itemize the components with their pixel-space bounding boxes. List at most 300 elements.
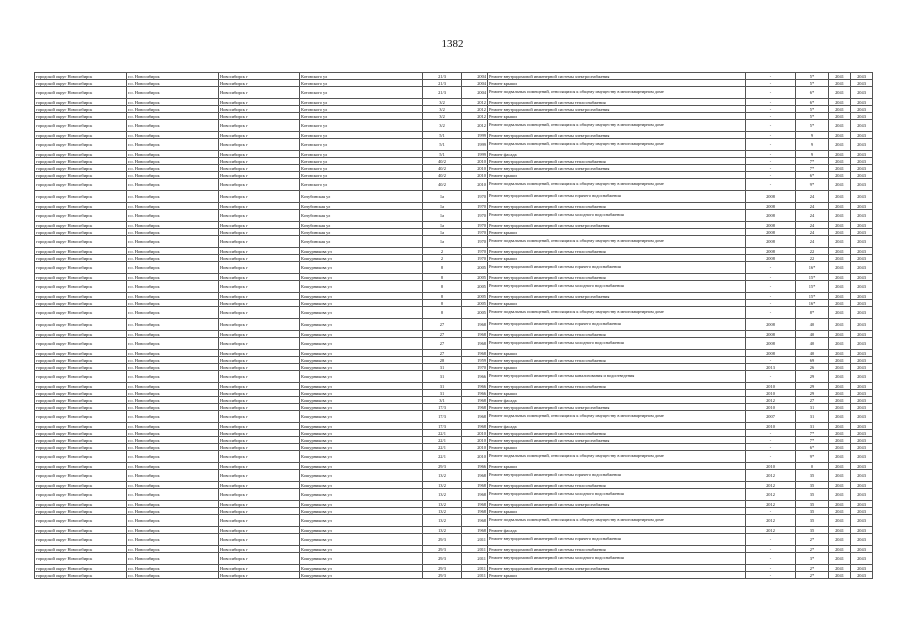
- cell-settlement: г.о. Новосибирск: [127, 430, 219, 437]
- cell-build-year: 1966: [462, 463, 488, 470]
- cell-street: Кочубинская ул: [300, 191, 423, 203]
- cell-municipality: городской округ Новосибирск: [35, 120, 127, 132]
- cell-work-type: Ремонт внутридомовой инженерной системы теплоснабжения: [488, 274, 746, 281]
- cell-street: Котовского ул: [300, 158, 423, 165]
- cell-plan-start-year: 2041: [829, 307, 851, 319]
- cell-house-number: 40/2: [423, 179, 462, 191]
- cell-wear-percent: 5*: [796, 80, 829, 87]
- cell-build-year: 1968: [462, 489, 488, 501]
- cell-municipality: городской округ Новосибирск: [35, 262, 127, 274]
- cell-house-number: 27: [423, 319, 462, 331]
- cell-city: Новосибирск г: [219, 262, 300, 274]
- cell-build-year: 2010: [462, 172, 488, 179]
- cell-work-type: Ремонт внутридомовой инженерной системы электроснабжения: [488, 73, 746, 80]
- cell-build-year: 1966: [462, 371, 488, 383]
- cell-last-repair-year: -: [746, 87, 796, 99]
- cell-house-number: 1а: [423, 210, 462, 222]
- cell-municipality: городской округ Новосибирск: [35, 390, 127, 397]
- cell-city: Новосибирск г: [219, 411, 300, 423]
- cell-house-number: 3/2: [423, 120, 462, 132]
- cell-wear-percent: 2*: [796, 534, 829, 546]
- cell-plan-start-year: 2041: [829, 139, 851, 151]
- cell-wear-percent: 16*: [796, 300, 829, 307]
- cell-last-repair-year: 2008: [746, 338, 796, 350]
- cell-wear-percent: 29: [796, 390, 829, 397]
- cell-city: Новосибирск г: [219, 191, 300, 203]
- cell-work-type: Ремонт внутридомовой инженерной системы электроснабжения: [488, 404, 746, 411]
- cell-build-year: 2010: [462, 444, 488, 451]
- table-row: [35, 534, 873, 546]
- cell-last-repair-year: -: [746, 172, 796, 179]
- cell-build-year: 2004: [462, 73, 488, 80]
- cell-build-year: 2012: [462, 113, 488, 120]
- cell-plan-end-year: 2043: [851, 430, 873, 437]
- cell-municipality: городской округ Новосибирск: [35, 113, 127, 120]
- cell-plan-start-year: 2041: [829, 383, 851, 390]
- cell-last-repair-year: 2008: [746, 229, 796, 236]
- cell-build-year: 1968: [462, 482, 488, 489]
- cell-work-type: Ремонт фасада: [488, 423, 746, 430]
- cell-build-year: 2011: [462, 534, 488, 546]
- cell-last-repair-year: -: [746, 158, 796, 165]
- cell-plan-start-year: 2041: [829, 319, 851, 331]
- cell-build-year: 2012: [462, 120, 488, 132]
- cell-plan-start-year: 2041: [829, 534, 851, 546]
- cell-plan-start-year: 2041: [829, 172, 851, 179]
- cell-municipality: городской округ Новосибирск: [35, 132, 127, 139]
- table-row: [35, 357, 873, 364]
- cell-street: Котовского ул: [300, 165, 423, 172]
- cell-house-number: 3/2: [423, 106, 462, 113]
- cell-plan-start-year: 2041: [829, 165, 851, 172]
- cell-house-number: 8: [423, 293, 462, 300]
- cell-build-year: 1968: [462, 501, 488, 508]
- cell-municipality: городской округ Новосибирск: [35, 515, 127, 527]
- cell-build-year: 1970: [462, 191, 488, 203]
- cell-last-repair-year: -: [746, 262, 796, 274]
- cell-house-number: 40/2: [423, 172, 462, 179]
- cell-work-type: Ремонт внутридомовой инженерной системы электроснабжения: [488, 437, 746, 444]
- cell-settlement: г.о. Новосибирск: [127, 179, 219, 191]
- cell-plan-end-year: 2043: [851, 210, 873, 222]
- table-row: [35, 501, 873, 508]
- table-row: [35, 120, 873, 132]
- cell-city: Новосибирск г: [219, 203, 300, 210]
- cell-build-year: 2005: [462, 307, 488, 319]
- cell-work-type: Ремонт крыши: [488, 172, 746, 179]
- cell-work-type: Ремонт внутридомовой инженерной системы теплоснабжения: [488, 546, 746, 553]
- cell-house-number: 29/3: [423, 565, 462, 572]
- cell-plan-start-year: 2041: [829, 229, 851, 236]
- cell-street: Кошурникова ул: [300, 390, 423, 397]
- cell-wear-percent: 22: [796, 248, 829, 255]
- cell-house-number: 1а: [423, 222, 462, 229]
- cell-municipality: городской округ Новосибирск: [35, 451, 127, 463]
- cell-city: Новосибирск г: [219, 546, 300, 553]
- cell-work-type: Ремонт внутридомовой инженерной системы холодного водоснабжения: [488, 489, 746, 501]
- cell-city: Новосибирск г: [219, 482, 300, 489]
- cell-city: Новосибирск г: [219, 307, 300, 319]
- cell-work-type: Ремонт внутридомовой инженерной системы электроснабжения: [488, 165, 746, 172]
- cell-build-year: 1968: [462, 397, 488, 404]
- cell-settlement: г.о. Новосибирск: [127, 411, 219, 423]
- cell-city: Новосибирск г: [219, 331, 300, 338]
- cell-street: Кошурникова ул: [300, 307, 423, 319]
- cell-work-type: Ремонт внутридомовой инженерной системы теплоснабжения: [488, 430, 746, 437]
- cell-municipality: городской округ Новосибирск: [35, 338, 127, 350]
- table-row: [35, 489, 873, 501]
- cell-plan-end-year: 2043: [851, 451, 873, 463]
- cell-municipality: городской округ Новосибирск: [35, 534, 127, 546]
- cell-city: Новосибирск г: [219, 508, 300, 515]
- cell-city: Новосибирск г: [219, 565, 300, 572]
- cell-house-number: 3/2: [423, 99, 462, 106]
- cell-plan-start-year: 2041: [829, 80, 851, 87]
- cell-plan-end-year: 2043: [851, 338, 873, 350]
- cell-build-year: 1999: [462, 132, 488, 139]
- table-row: [35, 99, 873, 106]
- cell-last-repair-year: -: [746, 300, 796, 307]
- cell-house-number: 13/2: [423, 470, 462, 482]
- cell-street: Кошурникова ул: [300, 357, 423, 364]
- cell-build-year: 1968: [462, 350, 488, 357]
- table-row: [35, 113, 873, 120]
- table-row: [35, 222, 873, 229]
- cell-settlement: г.о. Новосибирск: [127, 210, 219, 222]
- cell-work-type: Ремонт внутридомовой инженерной системы теплоснабжения: [488, 203, 746, 210]
- cell-wear-percent: 29: [796, 371, 829, 383]
- cell-last-repair-year: -: [746, 293, 796, 300]
- cell-street: Кошурникова ул: [300, 553, 423, 565]
- table-row: [35, 364, 873, 371]
- cell-last-repair-year: -: [746, 113, 796, 120]
- cell-plan-end-year: 2043: [851, 508, 873, 515]
- cell-last-repair-year: 2008: [746, 203, 796, 210]
- cell-wear-percent: 0: [796, 463, 829, 470]
- cell-city: Новосибирск г: [219, 300, 300, 307]
- cell-street: Котовского ул: [300, 151, 423, 158]
- cell-plan-end-year: 2043: [851, 274, 873, 281]
- cell-last-repair-year: -: [746, 553, 796, 565]
- cell-build-year: 2005: [462, 262, 488, 274]
- cell-plan-start-year: 2041: [829, 191, 851, 203]
- table-row: [35, 151, 873, 158]
- cell-street: Кошурникова ул: [300, 397, 423, 404]
- cell-municipality: городской округ Новосибирск: [35, 73, 127, 80]
- cell-plan-end-year: 2043: [851, 229, 873, 236]
- cell-build-year: 1970: [462, 236, 488, 248]
- cell-build-year: 2012: [462, 99, 488, 106]
- cell-build-year: 2005: [462, 281, 488, 293]
- cell-street: Котовского ул: [300, 139, 423, 151]
- cell-plan-end-year: 2043: [851, 106, 873, 113]
- cell-work-type: Ремонт подвальных помещений, относящихся к общему имуществу в многоквартирном доме: [488, 411, 746, 423]
- cell-street: Кошурникова ул: [300, 350, 423, 357]
- table-row: [35, 106, 873, 113]
- cell-work-type: Ремонт внутридомовой инженерной системы горячего водоснабжения: [488, 319, 746, 331]
- cell-build-year: 2010: [462, 165, 488, 172]
- cell-build-year: 1968: [462, 470, 488, 482]
- cell-wear-percent: 40: [796, 350, 829, 357]
- cell-settlement: г.о. Новосибирск: [127, 255, 219, 262]
- cell-municipality: городской округ Новосибирск: [35, 430, 127, 437]
- cell-house-number: 8: [423, 262, 462, 274]
- cell-municipality: городской округ Новосибирск: [35, 229, 127, 236]
- cell-municipality: городской округ Новосибирск: [35, 404, 127, 411]
- cell-house-number: 17/3: [423, 423, 462, 430]
- cell-municipality: городской округ Новосибирск: [35, 203, 127, 210]
- cell-plan-end-year: 2043: [851, 397, 873, 404]
- cell-municipality: городской округ Новосибирск: [35, 463, 127, 470]
- cell-city: Новосибирск г: [219, 357, 300, 364]
- cell-city: Новосибирск г: [219, 248, 300, 255]
- cell-house-number: 8: [423, 307, 462, 319]
- cell-street: Кошурникова ул: [300, 470, 423, 482]
- cell-work-type: Ремонт внутридомовой инженерной системы горячего водоснабжения: [488, 262, 746, 274]
- table-row: [35, 179, 873, 191]
- cell-wear-percent: 6*: [796, 87, 829, 99]
- cell-house-number: 13/2: [423, 482, 462, 489]
- cell-house-number: 8: [423, 274, 462, 281]
- cell-house-number: 27: [423, 338, 462, 350]
- cell-plan-end-year: 2043: [851, 158, 873, 165]
- cell-plan-start-year: 2041: [829, 444, 851, 451]
- cell-work-type: Ремонт внутридомовой инженерной системы электроснабжения: [488, 222, 746, 229]
- cell-plan-end-year: 2043: [851, 113, 873, 120]
- cell-plan-end-year: 2043: [851, 293, 873, 300]
- cell-build-year: 1970: [462, 255, 488, 262]
- cell-street: Кошурникова ул: [300, 508, 423, 515]
- cell-settlement: г.о. Новосибирск: [127, 222, 219, 229]
- cell-last-repair-year: -: [746, 179, 796, 191]
- cell-plan-start-year: 2041: [829, 423, 851, 430]
- cell-plan-end-year: 2043: [851, 572, 873, 579]
- cell-plan-end-year: 2043: [851, 437, 873, 444]
- cell-last-repair-year: 2010: [746, 383, 796, 390]
- table-row: [35, 546, 873, 553]
- cell-plan-start-year: 2041: [829, 203, 851, 210]
- cell-last-repair-year: 2008: [746, 236, 796, 248]
- cell-settlement: г.о. Новосибирск: [127, 113, 219, 120]
- cell-wear-percent: 5*: [796, 120, 829, 132]
- cell-last-repair-year: -: [746, 357, 796, 364]
- cell-house-number: 29/3: [423, 546, 462, 553]
- cell-build-year: 2005: [462, 300, 488, 307]
- cell-house-number: 28: [423, 357, 462, 364]
- cell-street: Кочубинская ул: [300, 222, 423, 229]
- cell-municipality: городской округ Новосибирск: [35, 281, 127, 293]
- cell-plan-start-year: 2041: [829, 132, 851, 139]
- cell-build-year: 2005: [462, 293, 488, 300]
- cell-plan-start-year: 2041: [829, 113, 851, 120]
- cell-work-type: Ремонт крыши: [488, 390, 746, 397]
- cell-build-year: 1968: [462, 508, 488, 515]
- cell-plan-end-year: 2043: [851, 165, 873, 172]
- table-row: [35, 87, 873, 99]
- cell-settlement: г.о. Новосибирск: [127, 262, 219, 274]
- cell-settlement: г.о. Новосибирск: [127, 293, 219, 300]
- cell-work-type: Ремонт подвальных помещений, относящихся к общему имуществу в многоквартирном доме: [488, 236, 746, 248]
- cell-wear-percent: 26: [796, 364, 829, 371]
- cell-street: Кошурникова ул: [300, 319, 423, 331]
- cell-house-number: 29/3: [423, 534, 462, 546]
- cell-plan-start-year: 2041: [829, 158, 851, 165]
- cell-work-type: Ремонт подвальных помещений, относящихся к общему имуществу в многоквартирном доме: [488, 87, 746, 99]
- cell-municipality: городской округ Новосибирск: [35, 210, 127, 222]
- cell-street: Кошурникова ул: [300, 274, 423, 281]
- cell-settlement: г.о. Новосибирск: [127, 87, 219, 99]
- cell-work-type: Ремонт крыши: [488, 113, 746, 120]
- cell-work-type: Ремонт крыши: [488, 300, 746, 307]
- cell-city: Новосибирск г: [219, 120, 300, 132]
- cell-city: Новосибирск г: [219, 222, 300, 229]
- cell-plan-start-year: 2041: [829, 73, 851, 80]
- cell-city: Новосибирск г: [219, 364, 300, 371]
- cell-municipality: городской округ Новосибирск: [35, 437, 127, 444]
- cell-municipality: городской округ Новосибирск: [35, 411, 127, 423]
- cell-plan-end-year: 2043: [851, 553, 873, 565]
- cell-municipality: городской округ Новосибирск: [35, 248, 127, 255]
- cell-settlement: г.о. Новосибирск: [127, 565, 219, 572]
- cell-house-number: 8: [423, 281, 462, 293]
- cell-street: Кошурникова ул: [300, 482, 423, 489]
- cell-plan-start-year: 2041: [829, 451, 851, 463]
- cell-plan-end-year: 2043: [851, 172, 873, 179]
- cell-city: Новосибирск г: [219, 423, 300, 430]
- cell-street: Кошурникова ул: [300, 572, 423, 579]
- cell-plan-start-year: 2041: [829, 463, 851, 470]
- table-row: [35, 470, 873, 482]
- cell-last-repair-year: 2008: [746, 222, 796, 229]
- cell-last-repair-year: 2007: [746, 411, 796, 423]
- cell-street: Кошурникова ул: [300, 515, 423, 527]
- cell-last-repair-year: -: [746, 451, 796, 463]
- cell-settlement: г.о. Новосибирск: [127, 383, 219, 390]
- cell-municipality: городской округ Новосибирск: [35, 546, 127, 553]
- cell-wear-percent: 35: [796, 501, 829, 508]
- cell-house-number: 5/1: [423, 151, 462, 158]
- cell-settlement: г.о. Новосибирск: [127, 482, 219, 489]
- cell-municipality: городской округ Новосибирск: [35, 470, 127, 482]
- cell-work-type: Ремонт внутридомовой инженерной системы теплоснабжения: [488, 482, 746, 489]
- cell-plan-end-year: 2043: [851, 463, 873, 470]
- cell-city: Новосибирск г: [219, 319, 300, 331]
- cell-last-repair-year: 2008: [746, 191, 796, 203]
- cell-city: Новосибирск г: [219, 293, 300, 300]
- cell-wear-percent: 35: [796, 489, 829, 501]
- cell-house-number: 2: [423, 248, 462, 255]
- cell-house-number: 21/3: [423, 87, 462, 99]
- cell-wear-percent: 31: [796, 423, 829, 430]
- cell-work-type: Ремонт внутридомовой инженерной системы горячего водоснабжения: [488, 191, 746, 203]
- cell-house-number: 17/3: [423, 411, 462, 423]
- cell-city: Новосибирск г: [219, 139, 300, 151]
- cell-city: Новосибирск г: [219, 390, 300, 397]
- cell-wear-percent: 40: [796, 319, 829, 331]
- table-row: [35, 437, 873, 444]
- cell-city: Новосибирск г: [219, 210, 300, 222]
- cell-wear-percent: 24: [796, 222, 829, 229]
- cell-street: Кошурникова ул: [300, 404, 423, 411]
- cell-last-repair-year: -: [746, 371, 796, 383]
- cell-last-repair-year: -: [746, 572, 796, 579]
- cell-build-year: 1966: [462, 390, 488, 397]
- cell-settlement: г.о. Новосибирск: [127, 319, 219, 331]
- cell-plan-end-year: 2043: [851, 404, 873, 411]
- cell-plan-end-year: 2043: [851, 307, 873, 319]
- cell-wear-percent: 27: [796, 397, 829, 404]
- cell-city: Новосибирск г: [219, 451, 300, 463]
- cell-plan-start-year: 2041: [829, 248, 851, 255]
- cell-plan-start-year: 2041: [829, 515, 851, 527]
- cell-work-type: Ремонт крыши: [488, 444, 746, 451]
- cell-build-year: 1970: [462, 364, 488, 371]
- cell-municipality: городской округ Новосибирск: [35, 565, 127, 572]
- cell-wear-percent: 7*: [796, 158, 829, 165]
- cell-wear-percent: 15*: [796, 281, 829, 293]
- cell-city: Новосибирск г: [219, 501, 300, 508]
- table-row: [35, 338, 873, 350]
- cell-last-repair-year: -: [746, 106, 796, 113]
- cell-house-number: 31: [423, 364, 462, 371]
- cell-city: Новосибирск г: [219, 236, 300, 248]
- cell-build-year: 2010: [462, 451, 488, 463]
- cell-plan-start-year: 2041: [829, 508, 851, 515]
- cell-build-year: 1968: [462, 338, 488, 350]
- cell-work-type: Ремонт подвальных помещений, относящихся к общему имуществу в многоквартирном доме: [488, 179, 746, 191]
- cell-house-number: 5/1: [423, 139, 462, 151]
- cell-plan-end-year: 2043: [851, 203, 873, 210]
- cell-plan-end-year: 2043: [851, 179, 873, 191]
- cell-last-repair-year: 2008: [746, 210, 796, 222]
- cell-work-type: Ремонт внутридомовой инженерной системы теплоснабжения: [488, 158, 746, 165]
- cell-house-number: 22/1: [423, 451, 462, 463]
- cell-municipality: городской округ Новосибирск: [35, 139, 127, 151]
- cell-city: Новосибирск г: [219, 515, 300, 527]
- cell-street: Кошурникова ул: [300, 527, 423, 534]
- table-row: [35, 229, 873, 236]
- cell-work-type: Ремонт внутридомовой инженерной системы теплоснабжения: [488, 99, 746, 106]
- cell-work-type: Ремонт внутридомовой инженерной системы холодного водоснабжения: [488, 210, 746, 222]
- cell-city: Новосибирск г: [219, 151, 300, 158]
- cell-street: Кошурникова ул: [300, 331, 423, 338]
- cell-street: Кошурникова ул: [300, 411, 423, 423]
- cell-plan-start-year: 2041: [829, 397, 851, 404]
- cell-house-number: 31: [423, 371, 462, 383]
- table-row: [35, 331, 873, 338]
- cell-plan-end-year: 2043: [851, 357, 873, 364]
- cell-house-number: 3/1: [423, 397, 462, 404]
- cell-municipality: городской округ Новосибирск: [35, 87, 127, 99]
- cell-settlement: г.о. Новосибирск: [127, 553, 219, 565]
- cell-work-type: Ремонт крыши: [488, 80, 746, 87]
- cell-house-number: 2: [423, 255, 462, 262]
- cell-house-number: 13/2: [423, 527, 462, 534]
- cell-municipality: городской округ Новосибирск: [35, 179, 127, 191]
- cell-last-repair-year: -: [746, 430, 796, 437]
- cell-house-number: 40/2: [423, 158, 462, 165]
- cell-plan-start-year: 2041: [829, 262, 851, 274]
- cell-municipality: городской округ Новосибирск: [35, 501, 127, 508]
- cell-plan-start-year: 2041: [829, 331, 851, 338]
- cell-street: Кошурникова ул: [300, 248, 423, 255]
- cell-wear-percent: 9: [796, 139, 829, 151]
- table-row: [35, 139, 873, 151]
- cell-city: Новосибирск г: [219, 158, 300, 165]
- cell-last-repair-year: -: [746, 508, 796, 515]
- cell-build-year: 1999: [462, 139, 488, 151]
- cell-plan-start-year: 2041: [829, 470, 851, 482]
